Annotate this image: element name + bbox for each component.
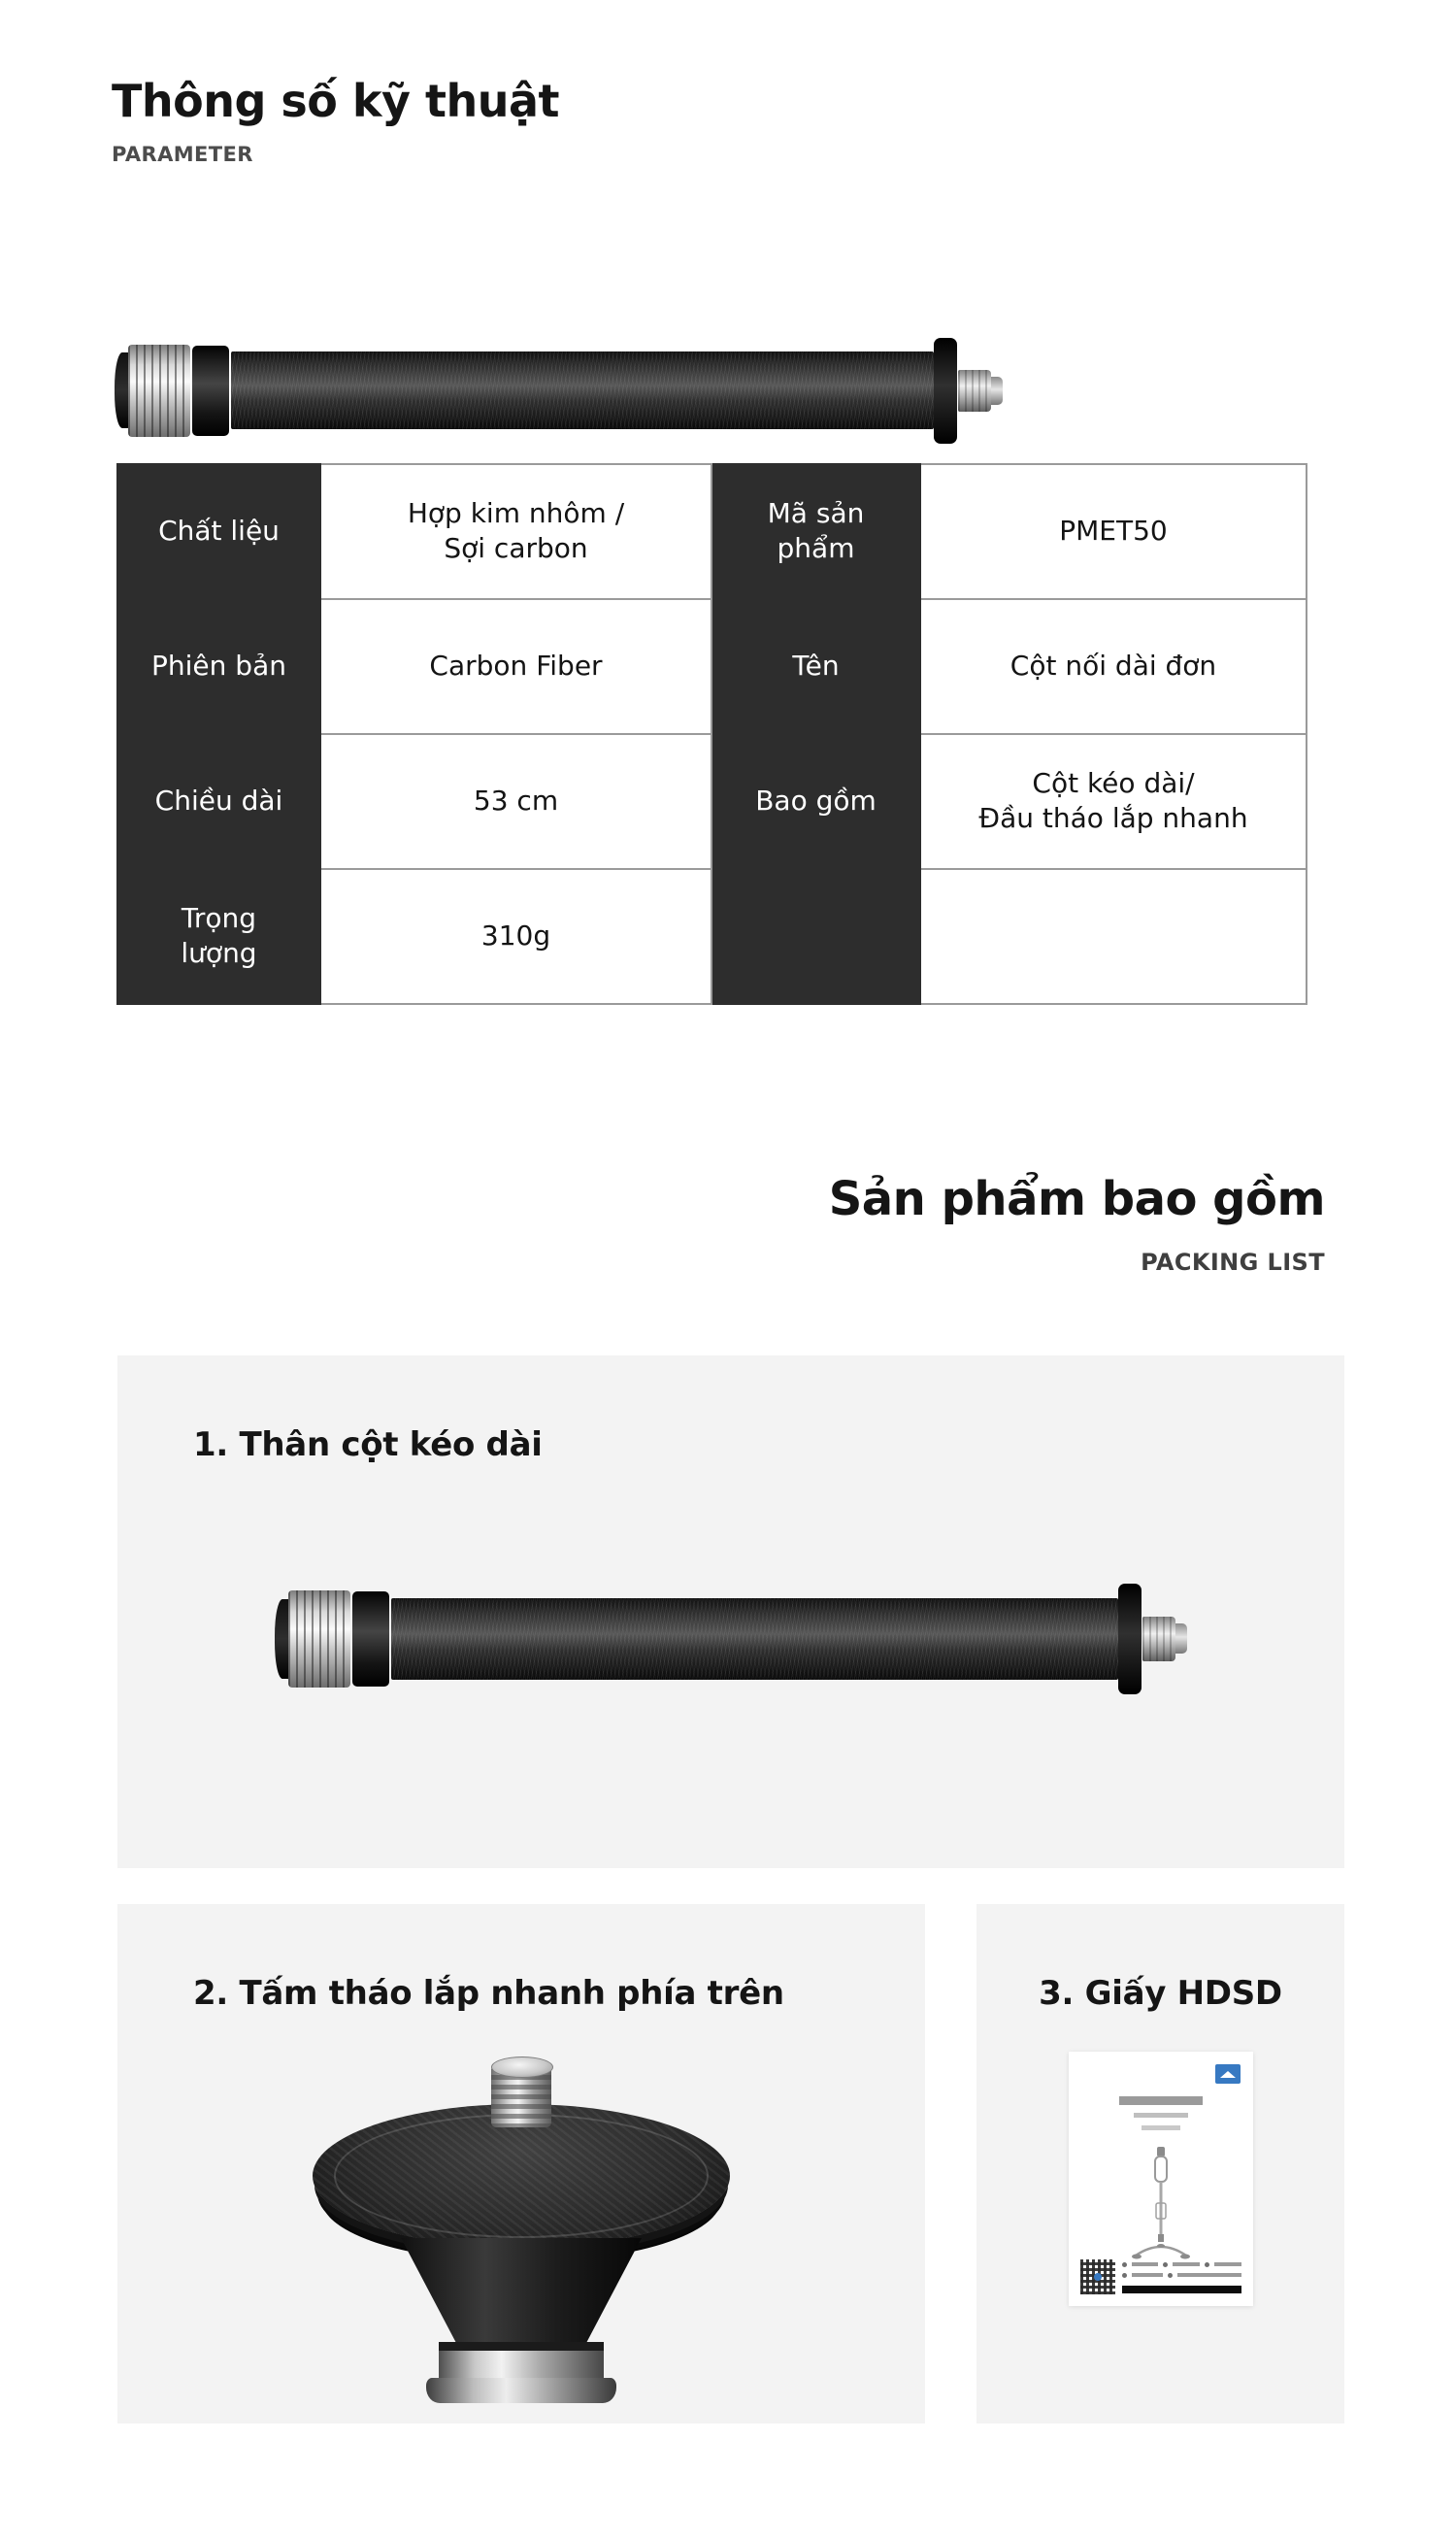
pole-silver-collar bbox=[128, 345, 190, 437]
spec-label-version: Phiên bản bbox=[117, 599, 320, 734]
table-row bbox=[117, 599, 1307, 734]
packing-item-3-label: 3. Giấy HDSD bbox=[1039, 1973, 1282, 2013]
extension-pole-body-image bbox=[275, 1590, 1187, 1688]
extension-pole-image bbox=[115, 345, 1003, 437]
user-manual-image bbox=[1069, 2052, 1253, 2306]
pole-tip-knob bbox=[991, 377, 1003, 405]
pole-flange bbox=[934, 338, 957, 443]
packing-item-3-card bbox=[976, 1904, 1344, 2424]
plate-metal-base bbox=[439, 2342, 604, 2383]
spec-section-title: Thông số kỹ thuật bbox=[112, 75, 560, 127]
manual-footer bbox=[1080, 2259, 1241, 2294]
pole-lock-ring bbox=[352, 1591, 389, 1687]
packing-items-row bbox=[117, 1904, 1456, 2424]
table-row bbox=[117, 734, 1307, 869]
table-row bbox=[117, 869, 1307, 1004]
manual-title-placeholder bbox=[1069, 2096, 1253, 2130]
spec-label-length: Chiều dài bbox=[117, 734, 320, 869]
packing-item-1-card bbox=[117, 1355, 1344, 1868]
spec-value-length: 53 cm bbox=[320, 734, 711, 869]
plate-cone bbox=[371, 2238, 672, 2347]
packing-item-2-card bbox=[117, 1904, 925, 2424]
table-row bbox=[117, 464, 1307, 599]
pole-tip-knob bbox=[1175, 1623, 1187, 1654]
pole-silver-collar bbox=[288, 1590, 350, 1688]
pole-carbon-tube bbox=[231, 351, 934, 429]
spec-label-name: Tên bbox=[711, 599, 920, 734]
spec-value-name: Cột nối dài đơn bbox=[920, 599, 1307, 734]
quick-release-plate-image bbox=[313, 2065, 730, 2400]
manual-barcode-bar bbox=[1122, 2286, 1241, 2293]
qr-code-icon bbox=[1080, 2259, 1115, 2294]
plate-screw bbox=[491, 2065, 551, 2127]
spec-label-material: Chất liệu bbox=[117, 464, 320, 599]
pole-silver-tip bbox=[1142, 1617, 1175, 1661]
pole-silver-tip bbox=[958, 370, 991, 413]
packing-item-2-label: 2. Tấm tháo lắp nhanh phía trên bbox=[193, 1973, 784, 2013]
spec-value-includes: Cột kéo dài/ Đầu tháo lắp nhanh bbox=[920, 734, 1307, 869]
brand-logo-icon bbox=[1215, 2064, 1241, 2084]
packing-section-title: Sản phẩm bao gồm bbox=[828, 1171, 1325, 1226]
spec-label-weight: Trọng lượng bbox=[117, 869, 320, 1004]
pole-end-cap bbox=[275, 1599, 288, 1679]
spec-value-empty bbox=[920, 869, 1307, 1004]
spec-label-includes: Bao gồm bbox=[711, 734, 920, 869]
spec-value-material: Hợp kim nhôm / Sợi carbon bbox=[320, 464, 711, 599]
spec-value-product-code: PMET50 bbox=[920, 464, 1307, 599]
packing-section-subtitle: PACKING LIST bbox=[1141, 1248, 1325, 1276]
pole-carbon-tube bbox=[391, 1598, 1118, 1680]
pole-flange bbox=[1118, 1584, 1142, 1694]
spec-value-version: Carbon Fiber bbox=[320, 599, 711, 734]
manual-product-drawing bbox=[1130, 2145, 1192, 2261]
spec-label-empty bbox=[711, 869, 920, 1004]
pole-lock-ring bbox=[192, 346, 229, 436]
spec-label-product-code: Mã sản phẩm bbox=[711, 464, 920, 599]
packing-item-1-label: 1. Thân cột kéo dài bbox=[193, 1424, 543, 1464]
plate-metal-flare bbox=[426, 2378, 616, 2403]
pole-end-cap bbox=[115, 352, 128, 428]
spec-table bbox=[116, 463, 1307, 1005]
spec-section-subtitle: PARAMETER bbox=[112, 142, 253, 166]
spec-value-weight: 310g bbox=[320, 869, 711, 1004]
packing-header bbox=[112, 1171, 1325, 1276]
